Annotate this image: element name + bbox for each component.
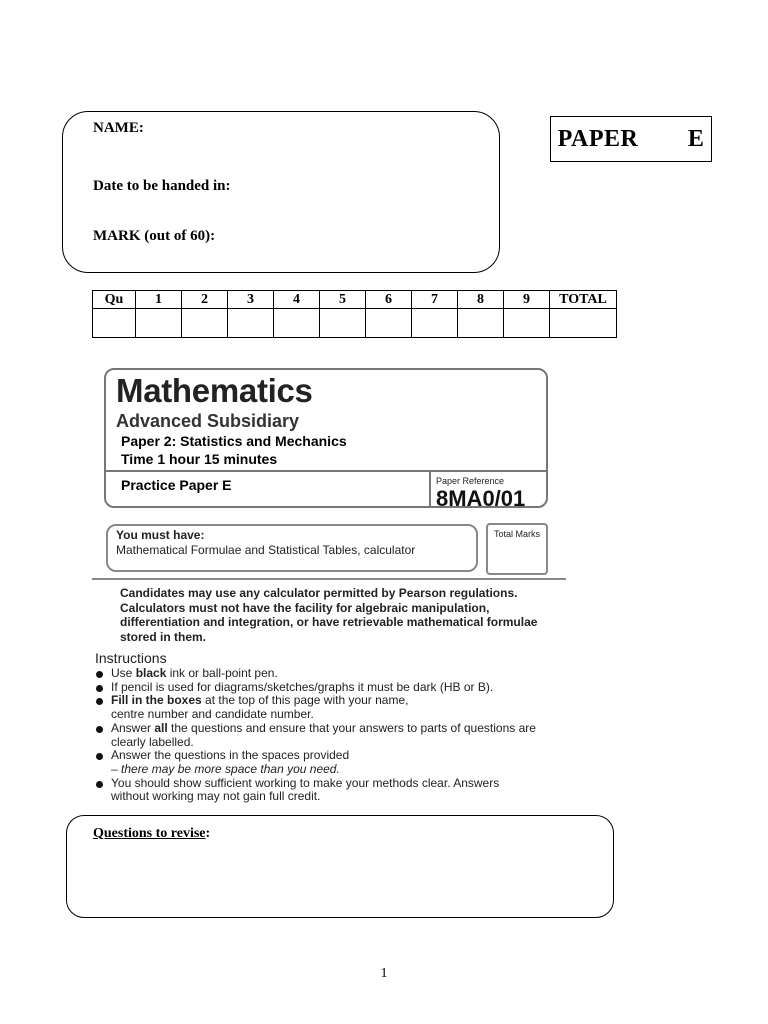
practice-label: Practice Paper E	[121, 477, 232, 493]
instruction-item	[95, 667, 555, 681]
instruction-continuation: clearly labelled.	[111, 734, 194, 749]
bullet-icon	[96, 685, 103, 692]
marks-header-cell: 3	[228, 291, 274, 309]
page-number: 1	[380, 966, 388, 981]
marks-header-cell: 6	[366, 291, 412, 309]
marks-entry-cell[interactable]	[366, 309, 412, 338]
marks-header-cell: 2	[182, 291, 228, 309]
instruction-text: You should show sufficient working to make your methods clear. Answers	[111, 775, 500, 790]
marks-entry-cell[interactable]	[274, 309, 320, 338]
revise-box	[66, 815, 614, 918]
name-label: NAME:	[93, 120, 144, 136]
marks-header-cell: 5	[320, 291, 366, 309]
instruction-bold: all	[154, 720, 168, 735]
marks-entry-cell[interactable]	[458, 309, 504, 338]
must-have-text: Mathematical Formulae and Statistical Tables, calculator	[116, 543, 416, 557]
marks-entry-cell[interactable]	[504, 309, 550, 338]
instruction-text: Answer	[111, 720, 155, 735]
marks-entry-cell[interactable]	[228, 309, 274, 338]
instruction-item	[95, 749, 555, 776]
marks-header-cell: 9	[504, 291, 550, 309]
marks-header-cell: 1	[136, 291, 182, 309]
marks-entry-cell[interactable]	[182, 309, 228, 338]
revise-colon: :	[205, 826, 211, 841]
instruction-item	[95, 722, 555, 749]
instruction-text: Use	[111, 666, 136, 680]
bullet-icon	[96, 753, 103, 760]
cover-title-box	[104, 368, 548, 508]
paper-time: Time 1 hour 15 minutes	[121, 451, 278, 467]
date-label: Date to be handed in:	[93, 178, 231, 194]
instruction-item	[95, 694, 555, 721]
total-marks-label: Total Marks	[493, 529, 540, 539]
marks-header-cell: 4	[274, 291, 320, 309]
instructions-list	[95, 667, 555, 804]
marks-header-cell: TOTAL	[550, 291, 617, 309]
marks-entry-cell[interactable]	[93, 309, 136, 338]
marks-table	[92, 290, 617, 338]
must-have-box	[106, 524, 478, 572]
paper-label: PAPER E	[557, 125, 705, 152]
bullet-icon	[96, 671, 103, 678]
marks-header-cell: 7	[412, 291, 458, 309]
bullet-icon	[96, 726, 103, 733]
marks-entry-cell[interactable]	[412, 309, 458, 338]
must-have-title: You must have:	[116, 528, 205, 542]
paper-label-box	[550, 116, 712, 162]
marks-header-row	[93, 291, 617, 309]
cover-rule	[92, 578, 566, 580]
instruction-continuation: centre number and candidate number.	[111, 707, 314, 722]
instruction-bold: black	[135, 666, 167, 680]
instruction-item	[95, 777, 555, 804]
marks-entry-cell[interactable]	[550, 309, 617, 338]
bullet-icon	[96, 781, 103, 788]
instruction-text: If pencil is used for diagrams/sketches/graphs it must be dark (HB or B).	[111, 679, 494, 694]
paper-reference-label: Paper Reference	[436, 476, 505, 486]
exam-cover	[92, 366, 568, 806]
level-title: Advanced Subsidiary	[116, 411, 300, 431]
marks-header-cell: Qu	[93, 291, 136, 309]
cover-divider	[106, 470, 546, 472]
subject-title: Mathematics	[116, 372, 313, 409]
paper-name: Paper 2: Statistics and Mechanics	[121, 433, 347, 449]
marks-header-cell: 8	[458, 291, 504, 309]
bullet-icon	[96, 698, 103, 705]
candidates-notice: Candidates may use any calculator permitted by Pearson regulations. Calculators must not have the facility for algebraic manipulation, differentiation and integration, or have retrievable mathematical formulae stored in them.	[120, 586, 538, 644]
mark-label: MARK (out of 60):	[93, 228, 216, 244]
marks-entry-cell[interactable]	[136, 309, 182, 338]
instructions-title: Instructions	[95, 650, 167, 666]
total-marks-box	[486, 523, 548, 575]
instruction-text: the questions and ensure that your answers to parts of questions are	[167, 720, 536, 735]
revise-label	[93, 826, 210, 842]
student-info-box	[62, 111, 500, 273]
paper-reference-code: 8MA0/01	[436, 486, 526, 508]
revise-label-text: Questions to revise	[93, 826, 206, 841]
marks-entry-cell[interactable]	[320, 309, 366, 338]
instruction-text: Answer the questions in the spaces provided	[111, 748, 350, 763]
cover-vertical-divider	[429, 470, 431, 508]
instruction-continuation: – there may be more space than you need.	[111, 761, 340, 776]
instruction-text: ink or ball-point pen.	[166, 666, 278, 680]
instruction-item	[95, 681, 555, 695]
instruction-text: at the top of this page with your name,	[201, 693, 409, 708]
instruction-continuation: without working may not gain full credit.	[111, 789, 321, 804]
marks-entry-row	[93, 309, 617, 338]
instruction-bold: Fill in the boxes	[111, 693, 202, 708]
